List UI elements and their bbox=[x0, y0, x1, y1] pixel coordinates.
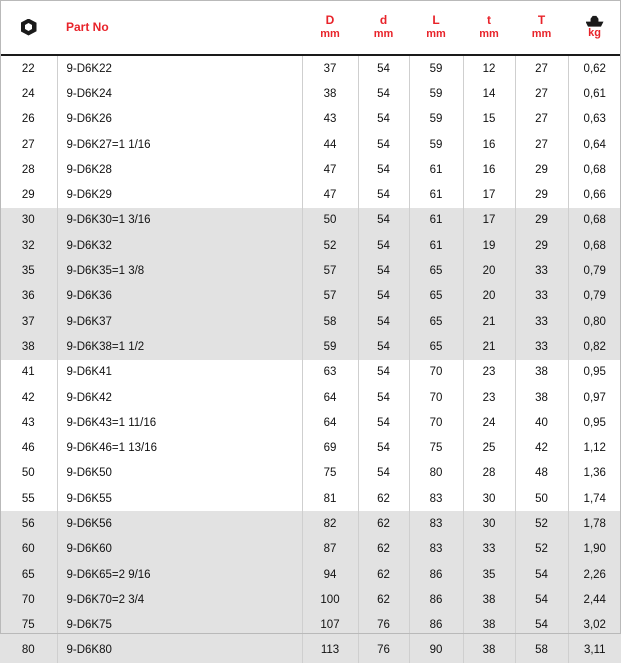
cell-D: 58 bbox=[302, 309, 358, 334]
cell-part_no: 9-D6K32 bbox=[57, 233, 302, 258]
cell-D: 44 bbox=[302, 132, 358, 157]
table-row bbox=[0, 81, 621, 106]
cell-L: 83 bbox=[409, 511, 463, 536]
cell-t: 19 bbox=[463, 233, 515, 258]
cell-t: 21 bbox=[463, 334, 515, 359]
cell-t: 24 bbox=[463, 410, 515, 435]
cell-t: 16 bbox=[463, 132, 515, 157]
table-row bbox=[0, 334, 621, 359]
cell-kg: 0,62 bbox=[568, 55, 621, 81]
cell-L: 65 bbox=[409, 334, 463, 359]
cell-d: 62 bbox=[358, 486, 409, 511]
cell-d: 54 bbox=[358, 233, 409, 258]
cell-part_no: 9-D6K46=1 13/16 bbox=[57, 435, 302, 460]
column-header-d-major bbox=[302, 0, 358, 55]
cell-d: 54 bbox=[358, 334, 409, 359]
cell-size: 35 bbox=[0, 258, 57, 283]
cell-L: 70 bbox=[409, 410, 463, 435]
cell-L: 65 bbox=[409, 258, 463, 283]
header-row bbox=[0, 0, 621, 55]
table-row bbox=[0, 208, 621, 233]
weight-icon bbox=[586, 15, 604, 27]
cell-T: 33 bbox=[515, 284, 568, 309]
cell-size: 38 bbox=[0, 334, 57, 359]
cell-t: 38 bbox=[463, 638, 515, 663]
table-row bbox=[0, 486, 621, 511]
cell-size: 42 bbox=[0, 385, 57, 410]
column-header-weight-unit: kg bbox=[588, 26, 601, 39]
column-header-t-upper bbox=[515, 0, 568, 55]
cell-kg: 0,79 bbox=[568, 284, 621, 309]
cell-T: 42 bbox=[515, 435, 568, 460]
cell-T: 33 bbox=[515, 334, 568, 359]
cell-part_no: 9-D6K28 bbox=[57, 157, 302, 182]
cell-D: 87 bbox=[302, 537, 358, 562]
cell-d: 54 bbox=[358, 360, 409, 385]
cell-kg: 0,61 bbox=[568, 81, 621, 106]
cell-d: 54 bbox=[358, 182, 409, 207]
cell-D: 82 bbox=[302, 511, 358, 536]
table-row bbox=[0, 511, 621, 536]
cell-D: 38 bbox=[302, 81, 358, 106]
cell-D: 47 bbox=[302, 157, 358, 182]
cell-kg: 1,78 bbox=[568, 511, 621, 536]
cell-part_no: 9-D6K80 bbox=[57, 638, 302, 663]
cell-part_no: 9-D6K22 bbox=[57, 55, 302, 81]
cell-d: 54 bbox=[358, 55, 409, 81]
cell-D: 94 bbox=[302, 562, 358, 587]
cell-part_no: 9-D6K55 bbox=[57, 486, 302, 511]
cell-size: 26 bbox=[0, 107, 57, 132]
cell-t: 15 bbox=[463, 107, 515, 132]
cell-L: 75 bbox=[409, 435, 463, 460]
cell-t: 30 bbox=[463, 511, 515, 536]
cell-D: 100 bbox=[302, 587, 358, 612]
cell-T: 33 bbox=[515, 309, 568, 334]
cell-T: 27 bbox=[515, 55, 568, 81]
cell-T: 38 bbox=[515, 385, 568, 410]
cell-kg: 0,68 bbox=[568, 233, 621, 258]
cell-size: 36 bbox=[0, 284, 57, 309]
cell-D: 75 bbox=[302, 461, 358, 486]
cell-D: 59 bbox=[302, 334, 358, 359]
cell-t: 17 bbox=[463, 208, 515, 233]
cell-part_no: 9-D6K30=1 3/16 bbox=[57, 208, 302, 233]
cell-kg: 0,68 bbox=[568, 157, 621, 182]
cell-kg: 0,80 bbox=[568, 309, 621, 334]
cell-T: 54 bbox=[515, 562, 568, 587]
cell-kg: 1,36 bbox=[568, 461, 621, 486]
cell-t: 25 bbox=[463, 435, 515, 460]
cell-t: 28 bbox=[463, 461, 515, 486]
table-row bbox=[0, 562, 621, 587]
column-header-d-minor-symbol: d bbox=[379, 12, 388, 27]
cell-D: 47 bbox=[302, 182, 358, 207]
cell-L: 86 bbox=[409, 587, 463, 612]
cell-size: 41 bbox=[0, 360, 57, 385]
cell-L: 83 bbox=[409, 486, 463, 511]
cell-T: 29 bbox=[515, 182, 568, 207]
column-header-t-upper-symbol: T bbox=[537, 12, 546, 27]
cell-size: 56 bbox=[0, 511, 57, 536]
table-row bbox=[0, 55, 621, 81]
cell-L: 59 bbox=[409, 132, 463, 157]
cell-kg: 3,02 bbox=[568, 613, 621, 638]
cell-kg: 3,11 bbox=[568, 638, 621, 663]
table-row bbox=[0, 182, 621, 207]
cell-kg: 0,82 bbox=[568, 334, 621, 359]
cell-D: 64 bbox=[302, 410, 358, 435]
table-row bbox=[0, 360, 621, 385]
cell-size: 70 bbox=[0, 587, 57, 612]
cell-part_no: 9-D6K41 bbox=[57, 360, 302, 385]
column-header-part-no bbox=[57, 0, 302, 55]
cell-D: 69 bbox=[302, 435, 358, 460]
table-row bbox=[0, 258, 621, 283]
table-row bbox=[0, 461, 621, 486]
cell-t: 20 bbox=[463, 284, 515, 309]
cell-L: 61 bbox=[409, 182, 463, 207]
cell-size: 65 bbox=[0, 562, 57, 587]
cell-size: 27 bbox=[0, 132, 57, 157]
cell-part_no: 9-D6K65=2 9/16 bbox=[57, 562, 302, 587]
cell-t: 30 bbox=[463, 486, 515, 511]
cell-T: 33 bbox=[515, 258, 568, 283]
column-header-t-lower-unit: mm bbox=[479, 27, 499, 40]
cell-part_no: 9-D6K60 bbox=[57, 537, 302, 562]
cell-D: 52 bbox=[302, 233, 358, 258]
cell-D: 57 bbox=[302, 258, 358, 283]
cell-t: 12 bbox=[463, 55, 515, 81]
cell-part_no: 9-D6K37 bbox=[57, 309, 302, 334]
cell-T: 38 bbox=[515, 360, 568, 385]
table-row bbox=[0, 157, 621, 182]
column-header-t-upper-unit: mm bbox=[531, 27, 552, 40]
hex-socket-icon bbox=[21, 19, 37, 36]
cell-size: 32 bbox=[0, 233, 57, 258]
cell-L: 83 bbox=[409, 537, 463, 562]
column-header-l-unit: mm bbox=[426, 27, 446, 40]
cell-size: 60 bbox=[0, 537, 57, 562]
cell-D: 37 bbox=[302, 55, 358, 81]
cell-T: 29 bbox=[515, 157, 568, 182]
cell-size: 28 bbox=[0, 157, 57, 182]
cell-D: 113 bbox=[302, 638, 358, 663]
cell-t: 20 bbox=[463, 258, 515, 283]
cell-part_no: 9-D6K70=2 3/4 bbox=[57, 587, 302, 612]
cell-T: 50 bbox=[515, 486, 568, 511]
cell-kg: 0,95 bbox=[568, 410, 621, 435]
cell-t: 16 bbox=[463, 157, 515, 182]
cell-d: 54 bbox=[358, 258, 409, 283]
column-header-d-minor bbox=[358, 0, 409, 55]
column-header-part-no-label: Part No bbox=[66, 20, 109, 34]
cell-kg: 0,79 bbox=[568, 258, 621, 283]
cell-L: 70 bbox=[409, 360, 463, 385]
cell-d: 54 bbox=[358, 132, 409, 157]
cell-part_no: 9-D6K42 bbox=[57, 385, 302, 410]
cell-part_no: 9-D6K43=1 11/16 bbox=[57, 410, 302, 435]
cell-size: 46 bbox=[0, 435, 57, 460]
cell-L: 86 bbox=[409, 613, 463, 638]
table-row bbox=[0, 107, 621, 132]
cell-D: 81 bbox=[302, 486, 358, 511]
cell-size: 43 bbox=[0, 410, 57, 435]
cell-L: 59 bbox=[409, 81, 463, 106]
cell-size: 55 bbox=[0, 486, 57, 511]
cell-L: 80 bbox=[409, 461, 463, 486]
cell-t: 33 bbox=[463, 537, 515, 562]
cell-L: 70 bbox=[409, 385, 463, 410]
table-row bbox=[0, 233, 621, 258]
cell-kg: 1,12 bbox=[568, 435, 621, 460]
cell-t: 21 bbox=[463, 309, 515, 334]
cell-kg: 0,95 bbox=[568, 360, 621, 385]
cell-t: 35 bbox=[463, 562, 515, 587]
cell-T: 58 bbox=[515, 638, 568, 663]
cell-d: 54 bbox=[358, 107, 409, 132]
cell-d: 54 bbox=[358, 435, 409, 460]
table-body bbox=[0, 55, 621, 663]
table-row bbox=[0, 537, 621, 562]
cell-T: 27 bbox=[515, 107, 568, 132]
cell-T: 29 bbox=[515, 208, 568, 233]
table-row bbox=[0, 638, 621, 663]
cell-part_no: 9-D6K56 bbox=[57, 511, 302, 536]
cell-D: 64 bbox=[302, 385, 358, 410]
cell-d: 54 bbox=[358, 208, 409, 233]
cell-size: 22 bbox=[0, 55, 57, 81]
cell-L: 90 bbox=[409, 638, 463, 663]
cell-T: 27 bbox=[515, 81, 568, 106]
cell-size: 50 bbox=[0, 461, 57, 486]
cell-L: 61 bbox=[409, 233, 463, 258]
table-row bbox=[0, 587, 621, 612]
column-header-size bbox=[0, 0, 57, 55]
cell-part_no: 9-D6K38=1 1/2 bbox=[57, 334, 302, 359]
cell-size: 80 bbox=[0, 638, 57, 663]
cell-T: 54 bbox=[515, 587, 568, 612]
cell-d: 54 bbox=[358, 385, 409, 410]
cell-L: 86 bbox=[409, 562, 463, 587]
column-header-t-lower bbox=[463, 0, 515, 55]
cell-D: 63 bbox=[302, 360, 358, 385]
cell-L: 65 bbox=[409, 309, 463, 334]
cell-T: 54 bbox=[515, 613, 568, 638]
cell-t: 38 bbox=[463, 587, 515, 612]
cell-d: 62 bbox=[358, 537, 409, 562]
cell-L: 59 bbox=[409, 107, 463, 132]
column-header-d-major-symbol: D bbox=[325, 12, 335, 27]
column-header-l-symbol: L bbox=[432, 12, 440, 27]
cell-L: 61 bbox=[409, 157, 463, 182]
cell-kg: 0,66 bbox=[568, 182, 621, 207]
table-row bbox=[0, 132, 621, 157]
cell-D: 107 bbox=[302, 613, 358, 638]
cell-d: 54 bbox=[358, 309, 409, 334]
cell-d: 54 bbox=[358, 461, 409, 486]
cell-d: 62 bbox=[358, 587, 409, 612]
cell-kg: 1,74 bbox=[568, 486, 621, 511]
cell-kg: 0,64 bbox=[568, 132, 621, 157]
table-row bbox=[0, 284, 621, 309]
column-header-weight bbox=[568, 0, 621, 55]
cell-kg: 2,44 bbox=[568, 587, 621, 612]
cell-T: 29 bbox=[515, 233, 568, 258]
cell-kg: 0,68 bbox=[568, 208, 621, 233]
cell-part_no: 9-D6K24 bbox=[57, 81, 302, 106]
cell-t: 14 bbox=[463, 81, 515, 106]
cell-t: 23 bbox=[463, 360, 515, 385]
cell-size: 24 bbox=[0, 81, 57, 106]
cell-t: 23 bbox=[463, 385, 515, 410]
cell-L: 59 bbox=[409, 55, 463, 81]
cell-t: 17 bbox=[463, 182, 515, 207]
cell-d: 62 bbox=[358, 562, 409, 587]
cell-D: 57 bbox=[302, 284, 358, 309]
cell-T: 52 bbox=[515, 537, 568, 562]
cell-part_no: 9-D6K26 bbox=[57, 107, 302, 132]
cell-part_no: 9-D6K35=1 3/8 bbox=[57, 258, 302, 283]
cell-L: 65 bbox=[409, 284, 463, 309]
column-header-l bbox=[409, 0, 463, 55]
cell-T: 52 bbox=[515, 511, 568, 536]
cell-kg: 2,26 bbox=[568, 562, 621, 587]
cell-part_no: 9-D6K50 bbox=[57, 461, 302, 486]
table-row bbox=[0, 613, 621, 638]
cell-d: 54 bbox=[358, 410, 409, 435]
cell-d: 76 bbox=[358, 638, 409, 663]
cell-T: 27 bbox=[515, 132, 568, 157]
cell-T: 40 bbox=[515, 410, 568, 435]
cell-size: 75 bbox=[0, 613, 57, 638]
cell-part_no: 9-D6K36 bbox=[57, 284, 302, 309]
cell-kg: 1,90 bbox=[568, 537, 621, 562]
cell-t: 38 bbox=[463, 613, 515, 638]
cell-d: 76 bbox=[358, 613, 409, 638]
cell-size: 37 bbox=[0, 309, 57, 334]
table-row bbox=[0, 435, 621, 460]
table-row bbox=[0, 410, 621, 435]
table-header bbox=[0, 0, 621, 55]
cell-size: 30 bbox=[0, 208, 57, 233]
cell-D: 50 bbox=[302, 208, 358, 233]
cell-d: 54 bbox=[358, 157, 409, 182]
cell-size: 29 bbox=[0, 182, 57, 207]
cell-kg: 0,97 bbox=[568, 385, 621, 410]
column-header-t-lower-symbol: t bbox=[487, 12, 491, 27]
column-header-d-minor-unit: mm bbox=[373, 27, 394, 40]
cell-kg: 0,63 bbox=[568, 107, 621, 132]
cell-part_no: 9-D6K75 bbox=[57, 613, 302, 638]
cell-d: 62 bbox=[358, 511, 409, 536]
column-header-d-major-unit: mm bbox=[320, 27, 340, 40]
cell-d: 54 bbox=[358, 81, 409, 106]
table-row bbox=[0, 385, 621, 410]
cell-part_no: 9-D6K27=1 1/16 bbox=[57, 132, 302, 157]
cell-T: 48 bbox=[515, 461, 568, 486]
cell-D: 43 bbox=[302, 107, 358, 132]
cell-L: 61 bbox=[409, 208, 463, 233]
table-row bbox=[0, 309, 621, 334]
cell-part_no: 9-D6K29 bbox=[57, 182, 302, 207]
cell-d: 54 bbox=[358, 284, 409, 309]
